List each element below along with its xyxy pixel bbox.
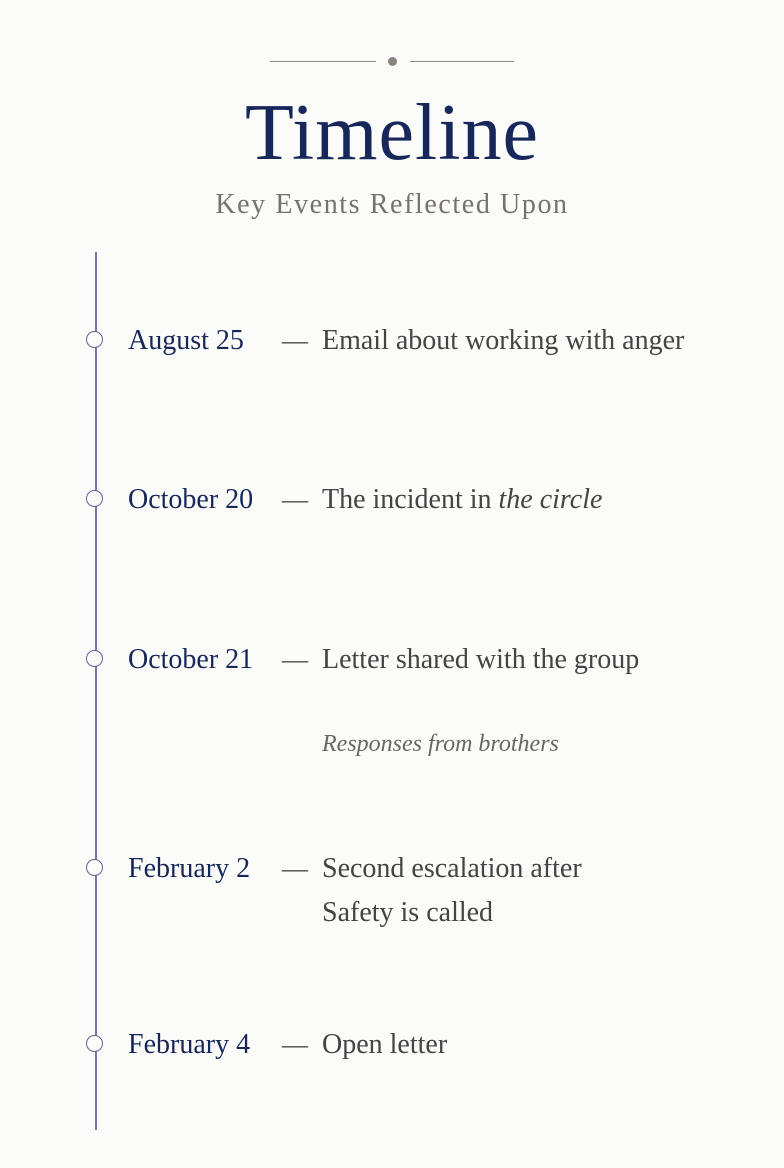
event-description-line-2: Safety is called: [322, 897, 494, 928]
event-date: February 4: [128, 1029, 251, 1060]
timeline-line: [95, 252, 97, 1130]
event-description-text: The incident in: [322, 484, 499, 515]
event-separator: —: [282, 645, 308, 674]
event-description: Letter shared with the group: [322, 644, 640, 675]
timeline-marker: [86, 650, 103, 667]
event-separator: —: [282, 1030, 308, 1059]
ornament-dot: [388, 57, 397, 66]
event-separator: —: [282, 326, 308, 355]
page-subtitle: Key Events Reflected Upon: [215, 189, 569, 220]
event-date: October 20: [128, 484, 254, 515]
page-title: Timeline: [245, 89, 539, 177]
event-note: Responses from brothers: [322, 731, 559, 757]
event-description-line-1: Second escalation after: [322, 853, 582, 884]
event-description-emphasis: the circle: [498, 484, 603, 515]
timeline-marker: [86, 490, 103, 507]
event-date: August 25: [128, 325, 244, 356]
event-separator: —: [282, 854, 308, 883]
event-date: February 2: [128, 853, 251, 884]
event-description: [322, 478, 602, 522]
ornament-line-left: [270, 61, 376, 62]
ornament-line-right: [410, 61, 514, 62]
timeline-marker: [86, 331, 103, 348]
timeline-marker: [86, 1035, 103, 1052]
event-description: Open letter: [322, 1029, 448, 1060]
event-description: Email about working with anger: [322, 325, 685, 356]
event-date: October 21: [128, 644, 254, 675]
event-separator: —: [282, 485, 308, 514]
timeline-marker: [86, 859, 103, 876]
header-ornament: [270, 55, 514, 69]
